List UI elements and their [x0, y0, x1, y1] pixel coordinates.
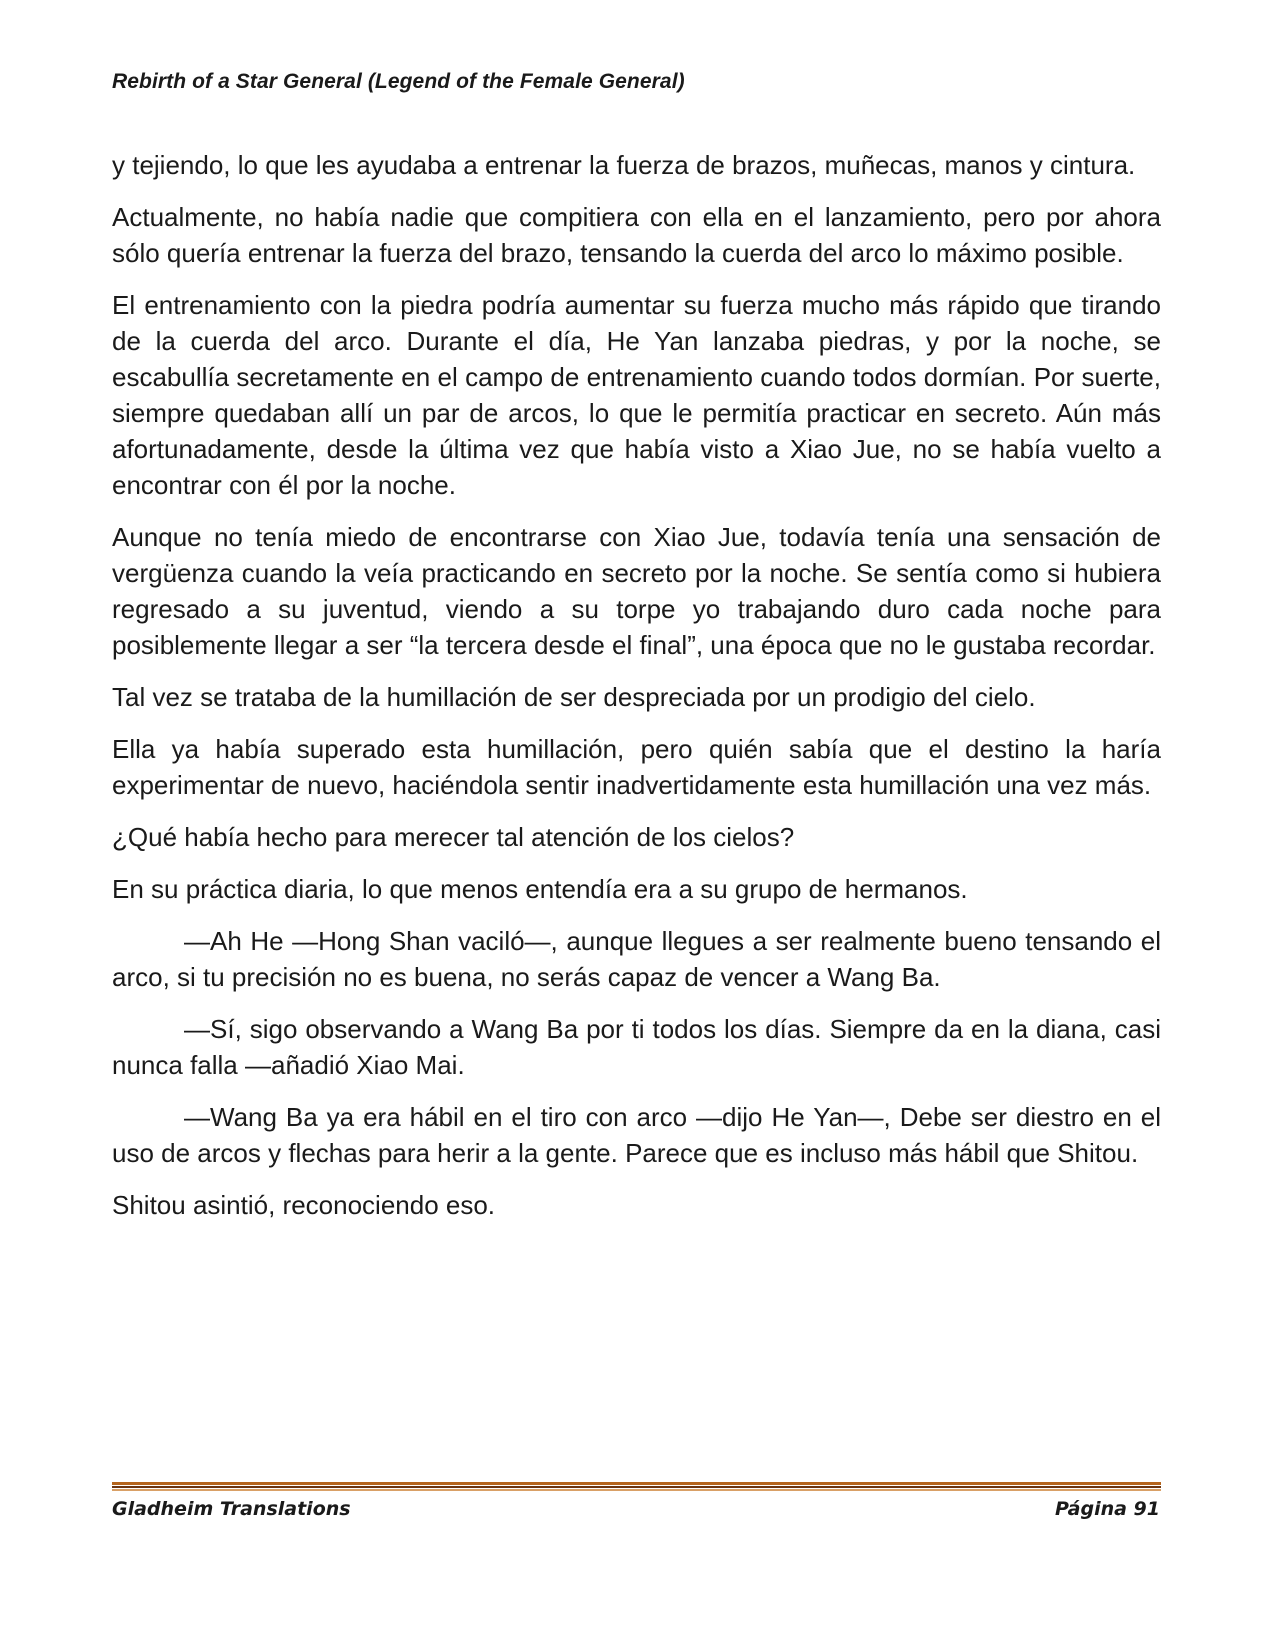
- footer-page-number: Página 91: [1054, 1498, 1160, 1520]
- paragraph: Aunque no tenía miedo de encontrarse con Xiao Jue, todavía tenía una sensación de vergüenza cuando la veía practicando en secreto por la noche. Se sentía como si hubiera regresado a su juventud, viendo a su torpe yo trabajando duro cada noche para posiblemente llegar a ser “la tercera desde el final”, una época que no le gustaba recordar.: [112, 522, 1161, 660]
- paragraph: El entrenamiento con la piedra podría aumentar su fuerza mucho más rápido que tirando de la cuerda del arco. Durante el día, He Yan lanzaba piedras, y por la noche, se escabullía secretamente en el campo de entrenamiento cuando todos dormían. Por suerte, siempre quedaban allí un par de arcos, lo que le permitía practicar en secreto. Aún más afortunadamente, desde la última vez que había visto a Xiao Jue, no se había vuelto a encontrar con él por la noche.: [112, 290, 1161, 500]
- paragraph: Actualmente, no había nadie que compitiera con ella en el lanzamiento, pero por ahora sólo quería entrenar la fuerza del brazo, tensando la cuerda del arco lo máximo posible.: [112, 202, 1161, 268]
- footer-rule-line: [112, 1482, 1161, 1485]
- body-text: [112, 147, 1161, 1239]
- running-header-title: Rebirth of a Star General (Legend of the Female General): [112, 70, 685, 93]
- paragraph: En su práctica diaria, lo que menos entendía era a su grupo de hermanos.: [112, 874, 968, 904]
- paragraph: ¿Qué había hecho para merecer tal atención de los cielos?: [112, 822, 795, 852]
- dialogue-paragraph: —Wang Ba ya era hábil en el tiro con arco —dijo He Yan—, Debe ser diestro en el uso de arcos y flechas para herir a la gente. Parece que es incluso más hábil que Shitou.: [112, 1102, 1161, 1168]
- footer-divider: [112, 1482, 1161, 1492]
- paragraph: Ella ya había superado esta humillación, pero quién sabía que el destino la haría experimentar de nuevo, haciéndola sentir inadvertidamente esta humillación una vez más.: [112, 734, 1161, 800]
- footer-rule-line: [112, 1486, 1161, 1488]
- dialogue-paragraph: —Sí, sigo observando a Wang Ba por ti todos los días. Siempre da en la diana, casi nunca falla —añadió Xiao Mai.: [112, 1014, 1161, 1080]
- footer-rule-line: [112, 1489, 1161, 1491]
- paragraph: Shitou asintió, reconociendo eso.: [112, 1190, 496, 1220]
- paragraph: Tal vez se trataba de la humillación de ser despreciada por un prodigio del cielo.: [112, 682, 1036, 712]
- dialogue-paragraph: —Ah He —Hong Shan vaciló—, aunque llegues a ser realmente bueno tensando el arco, si tu precisión no es buena, no serás capaz de vencer a Wang Ba.: [112, 926, 1161, 992]
- paragraph: y tejiendo, lo que les ayudaba a entrenar la fuerza de brazos, muñecas, manos y cintura.: [112, 150, 1136, 180]
- footer-publisher: Gladheim Translations: [112, 1498, 351, 1520]
